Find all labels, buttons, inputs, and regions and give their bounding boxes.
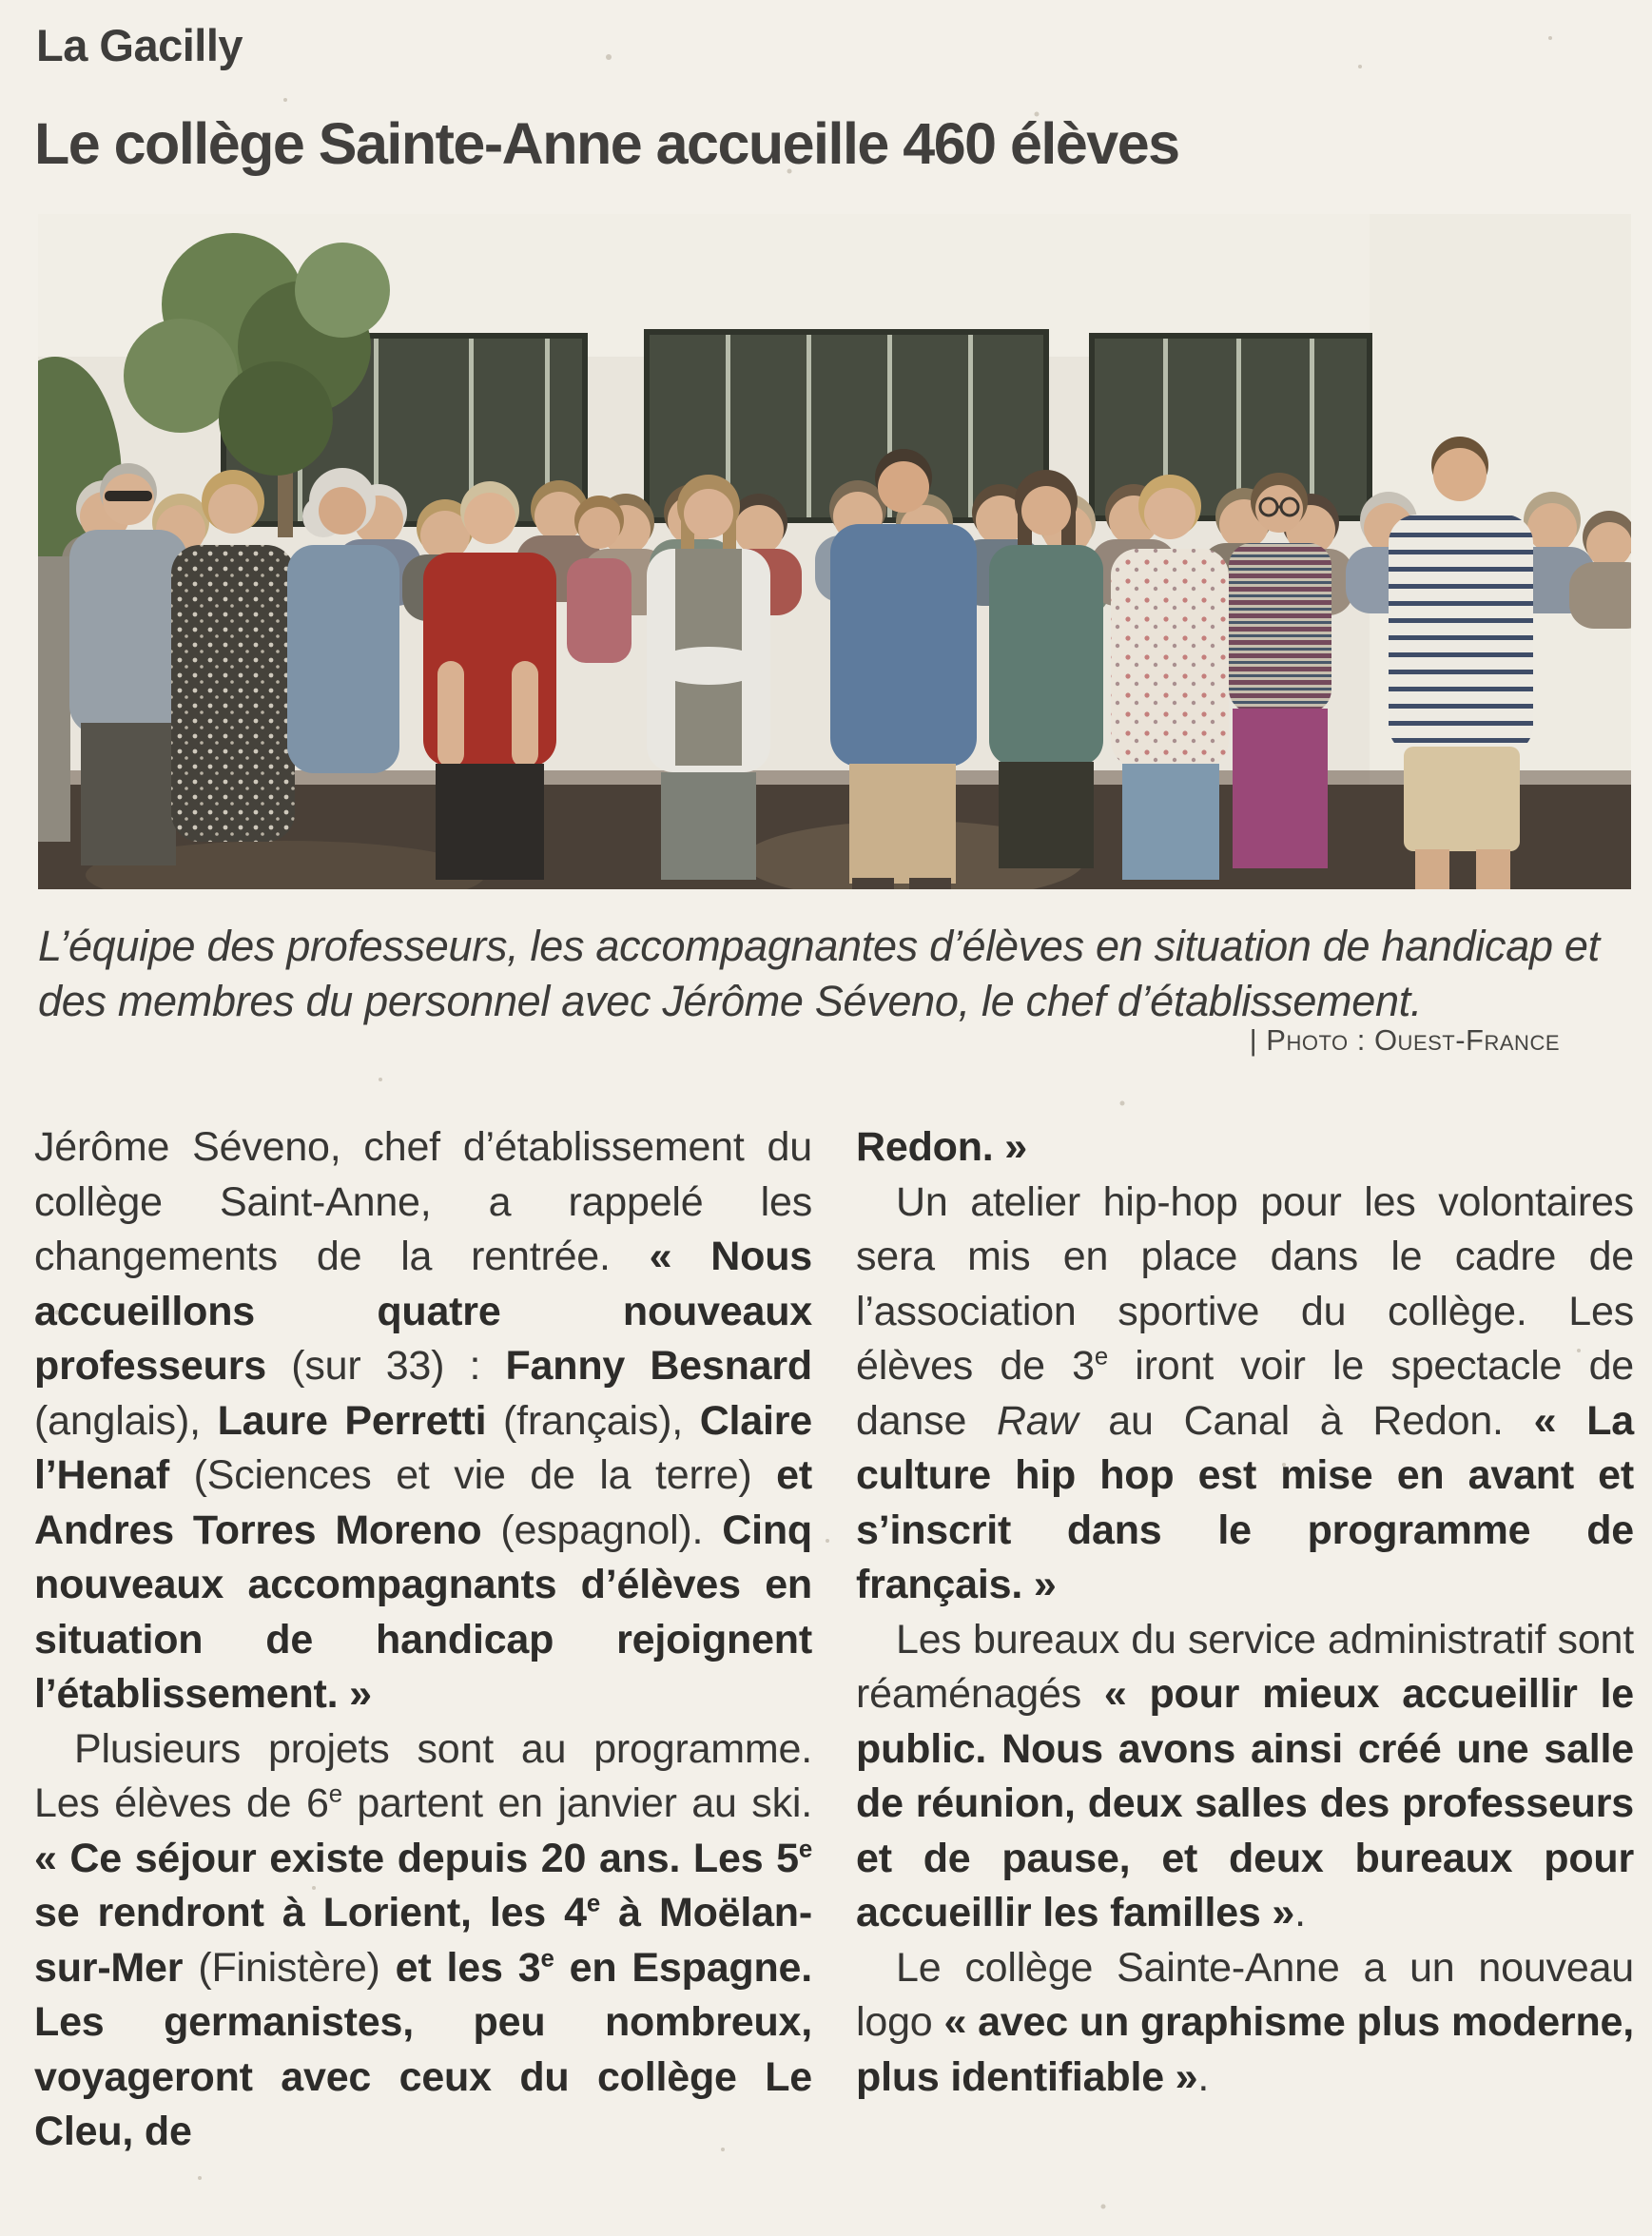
text-run: « Nous accueillons quatre nouveaux professeurs [34, 1234, 812, 1389]
text-run: (Sciences et vie de la terre) [193, 1452, 777, 1498]
article-column-right [856, 1120, 1634, 2160]
text-run: e [798, 1836, 812, 1863]
text-run: e [328, 1780, 342, 1808]
text-run: (Finistère) [198, 1944, 380, 1991]
text-run: (sur 33) : [291, 1343, 506, 1389]
text-run: Laure Perretti [217, 1397, 504, 1444]
text-run: e [1094, 1343, 1108, 1371]
text-run: Raw [997, 1397, 1079, 1444]
text-run: se rendront à Lorient, les 4 [34, 1890, 587, 1935]
photo-caption: L’équipe des professeurs, les accompagnantes d’élèves en situation de handicap et des membres du personnel avec Jérôme Séveno, le chef d’établissement. [38, 922, 1600, 1025]
text-run: iront voir le spectacle de danse [856, 1343, 1634, 1444]
article-paragraph [34, 1120, 812, 1722]
photo-credit: | Photo : Ouest-France [1249, 1023, 1560, 1057]
text-run: partent en janvier au ski. [341, 1780, 812, 1826]
text-run: (espagnol). [500, 1507, 723, 1553]
text-run: et les 3 [379, 1944, 541, 1991]
group-photo-illustration [38, 214, 1631, 889]
text-run: Les bureaux du service administratif sont réaménagés [856, 1616, 1634, 1717]
article-paragraph [856, 1941, 1634, 2106]
text-run: e [540, 1945, 554, 1973]
article-body [34, 1120, 1634, 2160]
text-run: au Canal à Redon. [1078, 1397, 1534, 1444]
article-paragraph [856, 1176, 1634, 1613]
text-run: à Moëlan-sur-Mer [34, 1890, 812, 1991]
text-run: Claire l’Henaf [34, 1397, 812, 1498]
text-run: « Ce séjour existe depuis 20 ans. Les 5 [34, 1835, 799, 1881]
article-headline: Le collège Sainte-Anne accueille 460 élèves [34, 111, 1179, 176]
text-run: Redon. » [856, 1124, 1027, 1170]
text-run: e [586, 1890, 600, 1917]
text-run: (français), [503, 1397, 700, 1444]
article-paragraph [856, 1120, 1634, 1176]
text-run: (anglais), [34, 1397, 218, 1444]
text-run: et Andres Torres Moreno [34, 1452, 812, 1553]
article-column-left [34, 1120, 812, 2160]
text-run: en Espagne. Les germanistes, peu nombreux, voyageront avec ceux du collège Le Cleu, de [34, 1944, 812, 2154]
text-run: « pour mieux accueillir le public. Nous avons ainsi créé une salle de réunion, deux salles des professeurs et de pause, et deux bureaux pour accueillir les familles » [856, 1671, 1634, 1935]
article-photo [38, 214, 1631, 889]
article-paragraph [34, 1722, 812, 2160]
text-run: Fanny Besnard [505, 1343, 812, 1389]
text-run: « avec un graphisme plus moderne, plus identifiable » [856, 1999, 1634, 2100]
text-run: Jérôme Séveno, chef d’établissement du collège Saint-Anne, a rappelé les changements de la rentrée. [34, 1124, 812, 1279]
text-run: . [1197, 2053, 1210, 2100]
article-paragraph [856, 1613, 1634, 1941]
text-run: « La culture hip hop est mise en avant et s’inscrit dans le programme de français. » [856, 1397, 1635, 1607]
text-run: Un atelier hip-hop pour les volontaires sera mis en place dans le cadre de l’association sportive du collège. Les élèves de 3 [856, 1178, 1634, 1389]
text-run: Plusieurs projets sont au programme. Les élèves de 6 [34, 1725, 812, 1826]
section-label: La Gacilly [36, 20, 243, 70]
text-run: Le collège Sainte-Anne a un nouveau logo [856, 1944, 1634, 2045]
text-run: . [1294, 1890, 1306, 1935]
text-run: Cinq nouveaux accompagnants d’élèves en situation de handicap rejoignent l’établissement. » [34, 1507, 812, 1717]
